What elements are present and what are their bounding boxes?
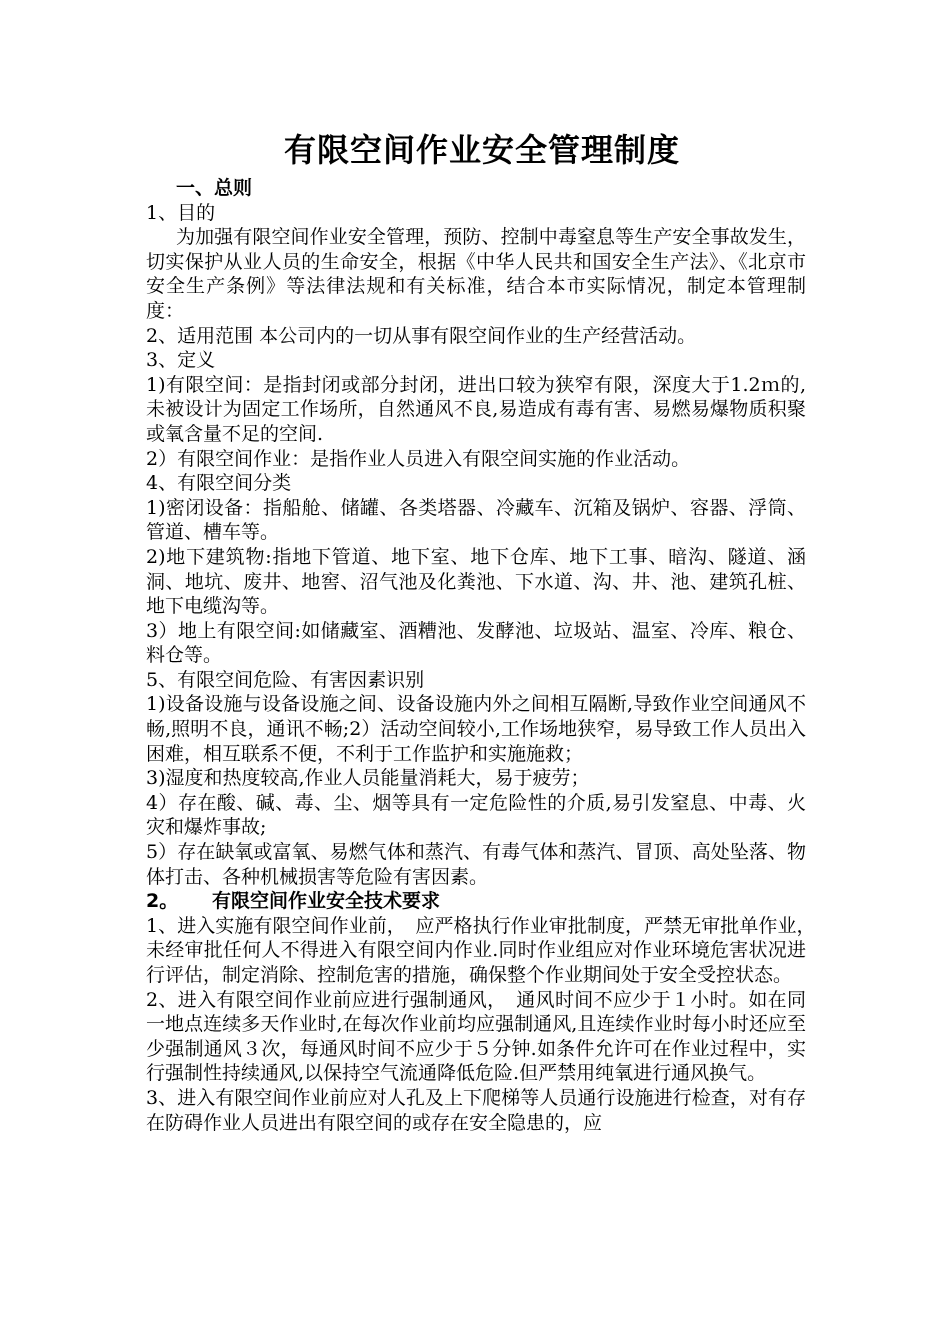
document-page xyxy=(146,128,826,1135)
subsection-label-purpose: 1、目的 xyxy=(146,201,216,224)
paragraph-hazard-3: 3)湿度和热度较高,作业人员能量消耗大，易于疲劳； xyxy=(146,767,590,790)
paragraph-class-underground: 2)地下建筑物:指地下管道、地下室、地下仓库、地下工事、暗沟、隧道、涵洞、地坑、废井、地窖、沼气池及化粪池、下水道、沟、井、池、建筑孔桩、地下电缆沟等。 xyxy=(146,545,806,618)
paragraph-hazard-1: 1)设备设施与设备设施之间、设备设施内外之间相互隔断,导致作业空间通风不畅,照明不良，通讯不畅;2）活动空间较小,工作场地狭窄，易导致工作人员出入困难，相互联系不便，不利于工作监护和实施施救； xyxy=(146,693,806,765)
paragraph-requirement-1: 1、进入实施有限空间作业前， 应严格执行作业审批制度，严禁无审批单作业， 未经审批任何人不得进入有限空间内作业.同时作业组应对作业环境危害状况进行评估，制定消除、控制危害的措施，确保整个作业期间处于安全受控状态。 xyxy=(146,914,826,986)
paragraph-hazard-5: 5）存在缺氧或富氧、易燃气体和蒸汽、有毒气体和蒸汽、冒顶、高处坠落、物体打击、各种机械损害等危险有害因素。 xyxy=(146,841,806,888)
paragraph-definition-work: 2）有限空间作业：是指作业人员进入有限空间实施的作业活动。 xyxy=(146,447,691,470)
section-number: 2。 xyxy=(146,890,179,913)
section-heading-general: 一、总则 xyxy=(176,177,253,199)
section-heading-technical xyxy=(146,889,806,914)
paragraph-requirement-2: 2、进入有限空间作业前应进行强制通风， 通风时间不应少于１小时。如在同一地点连续多天作业时,在每次作业前均应强制通风,且连续作业时每小时还应至少强制通风３次，每通风时间不应少于５分钟.如条件允许可在作业过程中，实行强制性持续通风,以保持空气流通降低危险.但严禁用纯氧进行通风换气。 xyxy=(146,988,806,1085)
subsection-label-definition: 3、定义 xyxy=(146,349,216,372)
paragraph-scope: 2、适用范围 本公司内的一切从事有限空间作业的生产经营活动。 xyxy=(146,324,697,347)
section-heading-text: 有限空间作业安全技术要求 xyxy=(212,890,441,913)
subsection-label-hazards: 5、有限空间危险、有害因素识别 xyxy=(146,668,425,691)
paragraph-requirement-3: 3、进入有限空间作业前应对人孔及上下爬梯等人员通行设施进行检查，对有存在防碍作业人员进出有限空间的或存在安全隐患的，应 xyxy=(146,1086,806,1134)
paragraph-definition-space: 1)有限空间：是指封闭或部分封闭，进出口较为狭窄有限，深度大于1.2ｍ的,未被设计为固定工作场所，自然通风不良,易造成有毒有害、易燃易爆物质积聚或氧含量不足的空间. xyxy=(146,373,806,445)
subsection-label-classification: 4、有限空间分类 xyxy=(146,472,292,495)
paragraph-class-aboveground: 3）地上有限空间:如储藏室、酒糟池、发酵池、垃圾站、温室、冷库、粮仓、料仓等。 xyxy=(146,619,806,667)
paragraph-purpose: 为加强有限空间作业安全管理，预防、控制中毒窒息等生产安全事故发生，切实保护从业人员的生命安全，根据《中华人民共和国安全生产法》、《北京市安全生产条例》等法律法规和有关标准，结合本市实际情况，制定本管理制度： xyxy=(146,226,806,322)
paragraph-class-closed-equipment: 1)密闭设备：指船舱、储罐、各类塔器、冷藏车、沉箱及锅炉、容器、浮筒、管道、槽车等。 xyxy=(146,496,806,544)
document-title: 有限空间作业安全管理制度 xyxy=(283,131,680,169)
paragraph-hazard-4: 4）存在酸、碱、毒、尘、烟等具有一定危险性的介质,易引发窒息、中毒、火灾和爆炸事故; xyxy=(146,791,806,839)
